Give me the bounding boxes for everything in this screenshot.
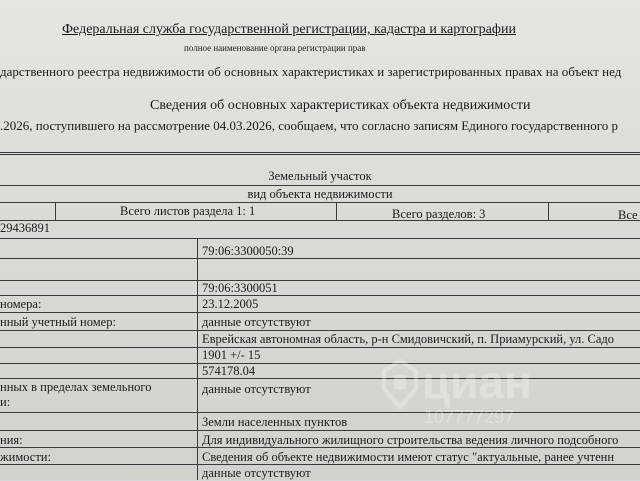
permitted-use: Для индивидуального жилищного строительства ведения личного подсобного — [202, 433, 619, 447]
document-number: 29436891 — [0, 221, 50, 235]
data-table — [0, 150, 640, 480]
row-label-date: номера: — [0, 297, 42, 311]
special-notes: данные отсутствуют — [202, 466, 311, 480]
agency-name: Федеральная служба государственной регистрации, кадастра и картографии — [62, 22, 516, 37]
agency-note: полное наименование органа регистрации прав — [184, 43, 366, 53]
row-label-status: жимости: — [0, 450, 51, 464]
object-status: Сведения об объекте недвижимости имеют статус "актуальные, ранее учтенн — [202, 450, 615, 464]
address: Еврейская автономная область, р-н Смидовичский, п. Приамурский, ул. Садо — [202, 332, 615, 346]
watermark-brand: циан — [422, 356, 532, 408]
area: 1901 +/- 15 — [202, 348, 261, 362]
cadastral-number: 79:06:3300050:39 — [202, 244, 294, 258]
row-label-objects: нных в пределах земельного — [0, 380, 152, 394]
document-title: Сведения об основных характеристиках объекта недвижимости — [150, 98, 531, 113]
land-category: Земли населенных пунктов — [202, 415, 348, 429]
cadastral-quarter: 79:06:3300051 — [202, 281, 278, 295]
row-label-objects-2: и: — [0, 395, 11, 409]
header-line-1: дарственного реестра недвижимости об основных характеристиках и зарегистрированных правах на объект нед — [0, 64, 622, 79]
object-type-note: вид объекта недвижимости — [247, 187, 393, 201]
objects-within: данные отсутствуют — [202, 382, 311, 396]
assignment-date: 23.12.2005 — [202, 297, 259, 311]
previous-number: данные отсутствуют — [202, 315, 311, 329]
cadastral-value: 574178.04 — [202, 364, 256, 378]
row-label-usage: ния: — [0, 433, 23, 447]
sections-count: Всего разделов: 3 — [392, 207, 486, 221]
sheets-partial: Все — [618, 208, 638, 222]
object-type: Земельный участок — [268, 169, 372, 183]
sheets-count: Всего листов раздела 1: 1 — [120, 204, 256, 218]
watermark-number: 107777297 — [424, 407, 515, 427]
row-label-prev-number: нный учетный номер: — [0, 315, 116, 329]
header-line-2: .2026, поступившего на рассмотрение 04.03.2026, сообщаем, что согласно записям Единого государственного р — [0, 118, 618, 133]
